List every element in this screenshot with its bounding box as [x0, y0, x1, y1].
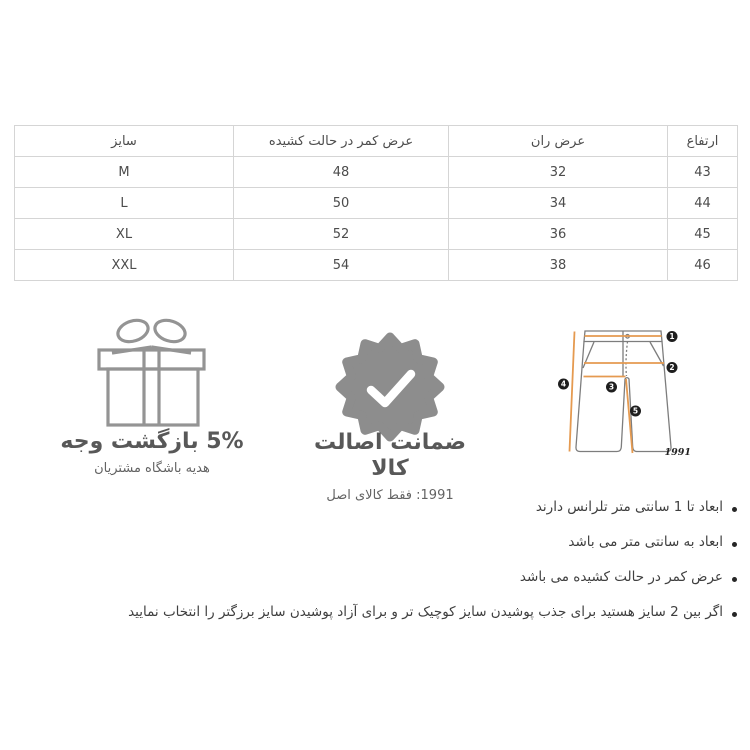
cell-size: M	[15, 157, 234, 188]
cell-waist: 52	[234, 219, 449, 250]
authenticity-title: ضمانت اصالت کالا	[313, 430, 467, 481]
authenticity-subtitle: 1991: فقط کالای اصل	[326, 488, 454, 503]
refund-caption	[57, 429, 247, 476]
note-text: ابعاد به سانتی متر می باشد	[568, 534, 723, 550]
marker-1: 1	[669, 332, 675, 342]
col-header-size: سایز	[15, 126, 234, 157]
cell-height: 46	[668, 250, 738, 281]
cell-thigh: 32	[449, 157, 668, 188]
cell-height: 43	[668, 157, 738, 188]
table-header-row	[15, 126, 738, 157]
table-row	[15, 188, 738, 219]
col-header-height: ارتفاع	[668, 126, 738, 157]
cell-thigh: 38	[449, 250, 668, 281]
table-row	[15, 219, 738, 250]
notes-list	[13, 500, 737, 640]
cell-size: L	[15, 188, 234, 219]
cell-waist: 48	[234, 157, 449, 188]
col-header-thigh-width: عرض ران	[449, 126, 668, 157]
marker-4: 4	[560, 379, 567, 389]
table-row	[15, 157, 738, 188]
gift-icon	[92, 318, 210, 434]
list-item	[13, 570, 737, 585]
cell-height: 44	[668, 188, 738, 219]
note-text: اگر بین 2 سایز هستید برای جذب پوشیدن سایز کوچیک تر و برای آزاد پوشیدن سایز برزگتر را انتخاب نمایید	[128, 604, 723, 620]
list-item	[13, 535, 737, 550]
cell-size: XL	[15, 219, 234, 250]
col-header-waist-stretched: عرض کمر در حالت کشیده	[234, 126, 449, 157]
bullet-dot-icon	[732, 507, 737, 512]
table-row	[15, 250, 738, 281]
size-table	[14, 125, 738, 281]
cell-size: XXL	[15, 250, 234, 281]
refund-title: 5% بازگشت وجه	[60, 429, 244, 454]
list-item	[13, 500, 737, 515]
cell-thigh: 34	[449, 188, 668, 219]
cell-waist: 50	[234, 188, 449, 219]
cell-height: 45	[668, 219, 738, 250]
cell-thigh: 36	[449, 219, 668, 250]
marker-2: 2	[669, 363, 675, 373]
marker-5: 5	[632, 406, 639, 416]
bullet-dot-icon	[732, 612, 737, 617]
bullet-dot-icon	[732, 577, 737, 582]
brand-label: 1991	[664, 447, 691, 458]
shorts-measurement-diagram	[548, 316, 700, 472]
refund-subtitle: هدیه باشگاه مشتریان	[94, 461, 210, 476]
authenticity-caption	[297, 430, 483, 503]
note-text: عرض کمر در حالت کشیده می باشد	[519, 569, 723, 585]
cell-waist: 54	[234, 250, 449, 281]
note-text: ابعاد تا 1 سانتی متر تلرانس دارند	[535, 499, 723, 515]
bullet-dot-icon	[732, 542, 737, 547]
marker-3: 3	[608, 382, 615, 392]
list-item	[13, 605, 737, 620]
